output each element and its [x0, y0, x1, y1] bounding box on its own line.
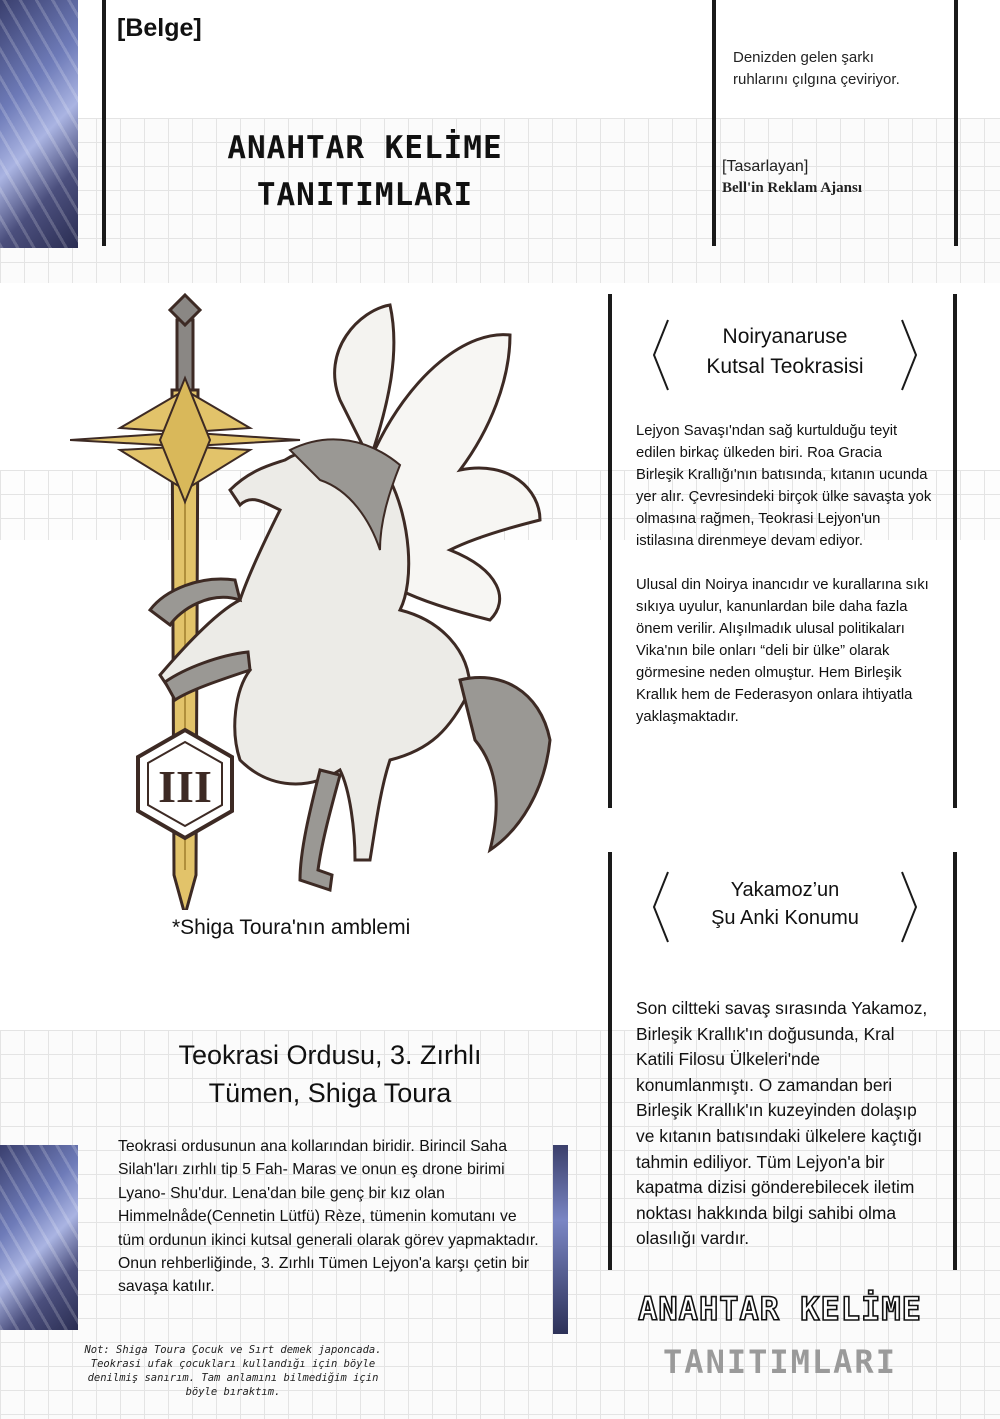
divider-line: [712, 0, 716, 246]
page-title-line2: TANITIMLARI: [256, 177, 474, 213]
theocracy-heading: [650, 316, 920, 394]
sword-pommel: [170, 295, 200, 325]
photo-strip-top: [0, 0, 78, 248]
pegasus-tail: [460, 678, 550, 851]
unit-title: [130, 1036, 530, 1112]
tagline-line2: ruhlarını çılgına çeviriyor.: [733, 71, 900, 88]
theocracy-title-line1: Noiryanaruse: [722, 325, 848, 348]
theocracy-paragraph: Lejyon Savaşı'ndan sağ kurtulduğu teyit edilen birkaç ülkeden biri. Roa Gracia Birleşik Krallığı'nın batısında, kıtanın ucunda yer alır. Çevresindeki birçok ülke savaşta yok olmasına rağmen, Teokrasi Lejyon'un istilasına direnmeye devam ediyor.: [636, 423, 932, 549]
photo-strip-center: [553, 1145, 568, 1334]
unit-title-line1: Teokrasi Ordusu, 3. Zırhlı: [178, 1040, 482, 1070]
chevron-right-icon: [898, 868, 920, 946]
page-title: [200, 125, 530, 219]
location-description: Son ciltteki savaş sırasında Yakamoz, Birleşik Krallık'ın doğusunda, Kral Katili Filosu Ülkeleri'nde konumlanmıştı. O zamandan beri Birleşik Krallık'ın kuzeyinden dolaşıp ve kıtanın batısındaki ülkelere kaçtığı tahmin ediliyor. Tüm Lejyon'a bir kapatma dizisi gönderebilecek iletim noktası hakkında bilgi sahibi olma olasılığı vardır.: [636, 998, 928, 1249]
divider-line: [608, 294, 612, 808]
unit-title-line2: Tümen, Shiga Toura: [208, 1078, 452, 1108]
location-heading: [650, 868, 920, 946]
translator-note: Not: Shiga Toura Çocuk ve Sırt demek japoncada. Teokrasi ufak çocukları kullandığı için böyle denilmiş sanırım. Tam anlamını bilmediğim için böyle bıraktım.: [84, 1344, 382, 1398]
emblem-caption: *Shiga Toura'nın amblemi: [172, 916, 411, 939]
unit-description: Teokrasi ordusunun ana kollarından biridir. Birincil Saha Silah'ları zırhlı tip 5 Fah- Maras ve onun eş drone birimi Lyano- Shu'dur. Lena'dan bile genç bir kız olan Himmelnåde(Cennetin Lütfü) Rèze, tümenin komutanı ve tüm ordunun ikinci kutsal generali olarak görev yapmaktadır. Onun rehberliğinde, 3. Zırhlı Tümen Lejyon'a karşı çetin bir savaşa katılır.: [118, 1138, 539, 1296]
chevron-left-icon: [650, 868, 672, 946]
divider-line: [953, 852, 957, 1270]
theocracy-description: [636, 420, 932, 750]
shiga-toura-emblem: [70, 290, 570, 910]
footer-title-line2: TANITIMLARI: [663, 1343, 897, 1381]
photo-strip-bottom: [0, 1145, 78, 1330]
document-label: [Belge]: [117, 14, 202, 42]
sword-guard-center: [160, 378, 210, 502]
chevron-left-icon: [650, 316, 672, 394]
divider-line: [102, 0, 106, 246]
tagline: [733, 47, 953, 91]
location-title-line2: Şu Anki Konumu: [711, 907, 859, 929]
divider-line: [954, 0, 958, 246]
theocracy-paragraph: Ulusal din Noirya inancıdır ve kurallarına sıkı sıkıya uyulur, kanunlardan bile daha fazla önem verilir. Alışılmadık ulusal politikaları Vika'nın bile onları “deli bir ülke” olarak görmesine neden olmuştur. Hem Birleşik Krallık hem de Federasyon onlara ihtiyatla yaklaşmaktadır.: [636, 577, 929, 725]
designer-name: Bell'in Reklam Ajansı: [722, 180, 863, 196]
location-title-line1: Yakamoz’un: [730, 879, 840, 901]
theocracy-title-line2: Kutsal Teokrasisi: [706, 355, 864, 378]
divider-line: [953, 294, 957, 808]
tagline-line1: Denizden gelen şarkı: [733, 49, 874, 66]
roman-numeral: III: [158, 761, 212, 812]
pegasus-hindleg: [300, 770, 340, 890]
page-title-line1: ANAHTAR KELİME: [227, 130, 503, 166]
footer-title-line1: ANAHTAR KELİME: [638, 1290, 922, 1328]
chevron-right-icon: [898, 316, 920, 394]
divider-line: [608, 852, 612, 1270]
designer-label: [Tasarlayan]: [722, 158, 809, 175]
